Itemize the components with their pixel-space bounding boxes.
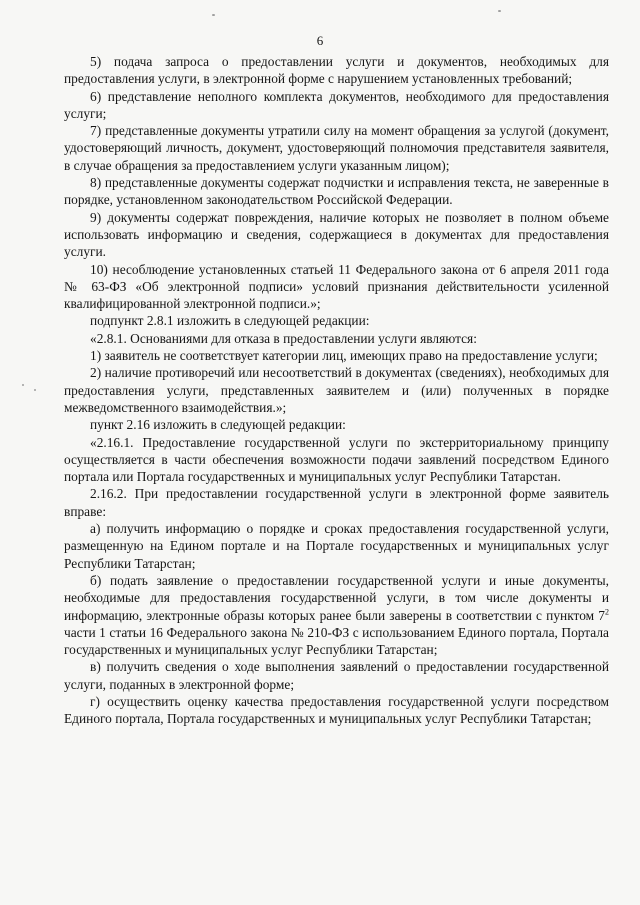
paragraph: г) осуществить оценку качества предоставления государственной услуги посредством Единого портала, Портала государственных и муниципальных услуг Республики Татарстан; (64, 693, 609, 727)
scan-speck (212, 14, 215, 16)
scan-speck (22, 384, 24, 386)
paragraph: «2.8.1. Основаниями для отказа в предоставлении услуги являются: (90, 330, 477, 346)
superscript: 2 (605, 607, 609, 617)
scan-speck (34, 389, 36, 391)
paragraph: 6) представление неполного комплекта документов, необходимого для предоставления услуги; (64, 88, 609, 121)
paragraph: 2.16.2. При предоставлении государственной услуги в электронной форме заявитель вправе: (64, 486, 609, 519)
paragraph-b-text-end: части 1 статьи 16 Федерального закона № 210-ФЗ с использованием Единого портала, Портала государственных и муниципальных услуг Республики Татарстан; (64, 624, 609, 658)
paragraph: в) получить сведения о ходе выполнения заявлений о предоставлении государственной услуги, поданных в электронной форме; (64, 659, 609, 692)
paragraph: а) получить информацию о порядке и сроках предоставления государственной услуги, размещенную на Едином портале и на Портале государственных и муниципальных услуг Республики Татарстан; (64, 521, 609, 571)
paragraph: 10) несоблюдение установленных статьей 11 Федерального закона от 6 апреля 2011 года № 63-ФЗ «Об электронной подписи» условий признания действительности усиленной квалифицированной электронной подписи.»; (64, 261, 609, 312)
paragraph: 9) документы содержат повреждения, наличие которых не позволяет в полном объеме использовать информацию и сведения, содержащиеся в документах для предоставления услуги. (64, 209, 609, 260)
paragraph: 2) наличие противоречий или несоответствий в документах (сведениях), необходимых для предоставления услуги, представленных заявителем и (или) полученных в порядке межведомственного взаимодействия.»; (64, 365, 609, 415)
paragraph: 8) представленные документы содержат подчистки и исправления текста, не заверенные в порядке, установленном законодательством Российской Федерации. (64, 175, 609, 208)
paragraph: пункт 2.16 изложить в следующей редакции: (90, 417, 346, 433)
paragraph-b (64, 572, 609, 658)
paragraph: 5) подача запроса о предоставлении услуги и документов, необходимых для предоставления услуги, в электронной форме с нарушением установленных требований; (64, 54, 609, 87)
paragraph: 7) представленные документы утратили силу на момент обращения за услугой (документ, удостоверяющий личность, документ, удостоверяющий полномочия представителя заявителя, в случае обращения за предоставлением услуги указанным лицом); (64, 123, 609, 173)
document-body (64, 53, 609, 728)
paragraph: подпункт 2.8.1 изложить в следующей редакции: (90, 313, 370, 329)
paragraph: 1) заявитель не соответствует категории лиц, имеющих право на предоставление услуги; (90, 348, 598, 364)
paragraph-b-text: б) подать заявление о предоставлении государственной услуги и иные документы, необходимые для предоставления государственной услуги, в том числе документы и информацию, электронные образы которых ранее были заверены в соответствии с пунктом 7 (64, 572, 609, 623)
scan-speck (498, 10, 501, 12)
paragraph: «2.16.1. Предоставление государственной услуги по экстерриториальному принципу осуществляется в части обеспечения возможности подачи заявлений посредством Единого портала или Портала государственных и муниципальных услуг Республики Татарстан. (64, 434, 609, 485)
page-number: 6 (316, 33, 324, 48)
